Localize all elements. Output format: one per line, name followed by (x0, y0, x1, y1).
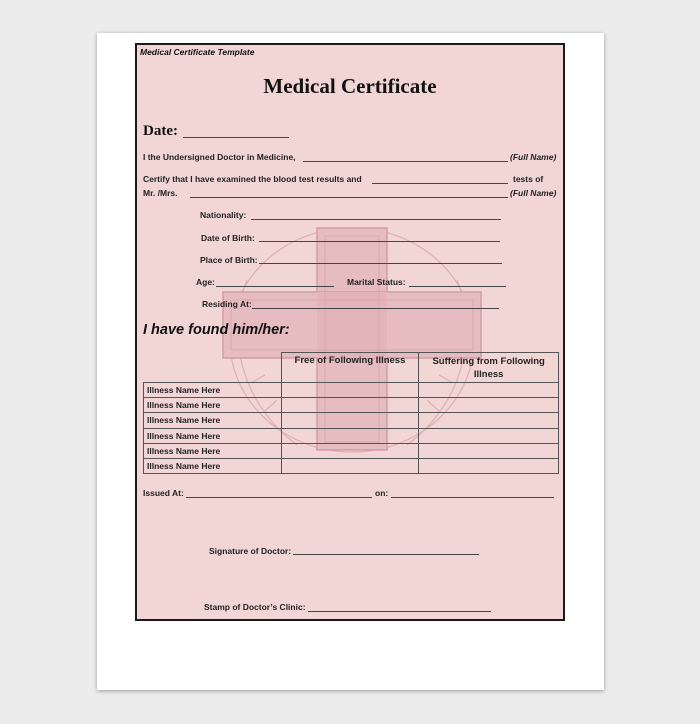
illness-name-cell[interactable]: Illness Name Here (144, 413, 282, 428)
doctor-line-label: I the Undersigned Doctor in Medicine, (143, 152, 296, 162)
marital-status-line[interactable] (409, 286, 506, 287)
free-of-cell[interactable] (281, 443, 419, 458)
on-label: on: (375, 488, 389, 498)
residing-at-line[interactable] (252, 308, 499, 309)
illness-table (143, 352, 559, 474)
date-of-birth-label: Date of Birth: (201, 233, 255, 243)
table-row (144, 443, 559, 458)
age-line[interactable] (216, 286, 334, 287)
place-of-birth-line[interactable] (259, 263, 502, 264)
suffering-from-cell[interactable] (419, 398, 559, 413)
suffering-from-cell[interactable] (419, 443, 559, 458)
illness-name-cell[interactable]: Illness Name Here (144, 398, 282, 413)
free-of-cell[interactable] (281, 383, 419, 398)
nationality-label: Nationality: (200, 210, 247, 220)
table-header-blank (144, 353, 282, 383)
place-of-birth-label: Place of Birth: (200, 255, 258, 265)
mr-mrs-label: Mr. /Mrs. (143, 188, 178, 198)
table-row (144, 458, 559, 473)
suffering-from-cell[interactable] (419, 413, 559, 428)
table-row (144, 428, 559, 443)
table-header-free: Free of Following Illness (281, 353, 419, 383)
date-label: Date: (143, 123, 178, 139)
template-label: Medical Certificate Template (140, 47, 255, 57)
signature-label: Signature of Doctor: (209, 546, 292, 556)
tests-of-label: tests of (513, 174, 544, 184)
free-of-cell[interactable] (281, 458, 419, 473)
found-heading: I have found him/her: (143, 322, 290, 338)
illness-name-cell[interactable]: Illness Name Here (144, 458, 282, 473)
illness-name-cell[interactable]: Illness Name Here (144, 428, 282, 443)
age-label: Age: (196, 277, 215, 287)
suffering-from-cell[interactable] (419, 458, 559, 473)
marital-status-label: Marital Status: (347, 277, 406, 287)
illness-name-cell[interactable]: Illness Name Here (144, 443, 282, 458)
nationality-line[interactable] (251, 219, 501, 220)
table-row (144, 413, 559, 428)
table-row (144, 398, 559, 413)
doctor-full-name-hint: (Full Name) (510, 152, 557, 162)
issued-on-line[interactable] (391, 497, 554, 498)
issued-at-label: Issued At: (143, 488, 184, 498)
doctor-name-line[interactable] (303, 161, 508, 162)
stamp-label: Stamp of Doctor’s Clinic: (204, 602, 306, 612)
free-of-cell[interactable] (281, 413, 419, 428)
issued-at-line[interactable] (186, 497, 372, 498)
suffering-from-cell[interactable] (419, 383, 559, 398)
table-row (144, 383, 559, 398)
signature-line[interactable] (293, 554, 479, 555)
certificate-title: Medical Certificate (263, 74, 437, 98)
test-type-line[interactable] (372, 183, 508, 184)
certify-line-label: Certify that I have examined the blood test results and (143, 174, 362, 184)
table-header-suffering: Suffering from Following Illness (419, 353, 559, 383)
illness-name-cell[interactable]: Illness Name Here (144, 383, 282, 398)
patient-full-name-hint: (Full Name) (510, 188, 557, 198)
free-of-cell[interactable] (281, 398, 419, 413)
date-line[interactable] (183, 137, 289, 138)
residing-at-label: Residing At: (202, 299, 252, 309)
date-of-birth-line[interactable] (259, 241, 500, 242)
medical-certificate (135, 43, 565, 621)
stamp-line[interactable] (308, 611, 491, 612)
free-of-cell[interactable] (281, 428, 419, 443)
suffering-from-cell[interactable] (419, 428, 559, 443)
patient-name-line[interactable] (190, 197, 508, 198)
